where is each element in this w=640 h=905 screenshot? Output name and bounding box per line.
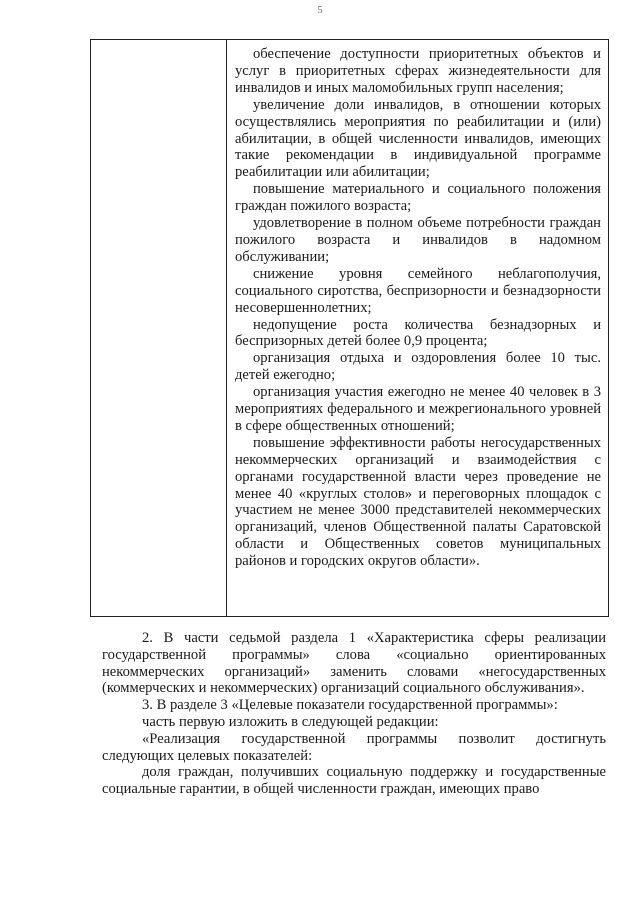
table-paragraph: организация участия ежегодно не менее 40 человек в 3 мероприятиях федерального и межрегионального уровней в сфере общественных отношений; bbox=[235, 384, 601, 434]
table-paragraph: обеспечение доступности приоритетных объектов и услуг в приоритетных сферах жизнедеятельности для инвалидов и иных маломобильных групп населения; bbox=[235, 46, 601, 96]
body-paragraph: доля граждан, получивших социальную поддержку и государственные социальные гарантии, в общей численности граждан, имеющих право bbox=[102, 764, 606, 798]
table-column-divider bbox=[226, 40, 227, 616]
table-paragraph: недопущение роста количества безнадзорных и беспризорных детей более 0,9 процента; bbox=[235, 316, 601, 350]
page-number: 5 bbox=[317, 4, 323, 16]
body-paragraph: 3. В разделе 3 «Целевые показатели государственной программы»: bbox=[142, 697, 558, 714]
table-paragraph: повышение материального и социального положения граждан пожилого возраста; bbox=[235, 181, 601, 215]
document-body bbox=[102, 630, 606, 798]
programme-table bbox=[90, 39, 609, 617]
table-paragraph: снижение уровня семейного неблагополучия, социального сиротства, беспризорности и безнадзорности несовершеннолетних; bbox=[235, 265, 601, 316]
body-paragraph: «Реализация государственной программы позволит достигнуть следующих целевых показателей: bbox=[102, 730, 606, 764]
table-paragraph: удовлетворение в полном объеме потребности граждан пожилого возраста и инвалидов в надомном обслуживании; bbox=[235, 215, 601, 265]
body-paragraph: 2. В части седьмой раздела 1 «Характеристика сферы реализации государственной программы» слова «социально ориентированных некоммерческих организаций» заменить словами «негосударственных (коммерческих и некоммерческих) организаций социального обслуживания». bbox=[102, 630, 606, 697]
body-paragraph: часть первую изложить в следующей редакции: bbox=[142, 713, 439, 730]
table-text-cell bbox=[235, 46, 601, 570]
table-paragraph: увеличение доли инвалидов, в отношении которых осуществлялись мероприятия по реабилитации и (или) абилитации, в общей численности инвалидов, имеющих такие рекомендации в индивидуальной программе реабилитации или абилитации; bbox=[235, 96, 601, 181]
table-paragraph: организация отдыха и оздоровления более 10 тыс. детей ежегодно; bbox=[235, 350, 601, 384]
table-paragraph: повышение эффективности работы негосударственных некоммерческих организаций и взаимодействия с органами государственной власти через проведение не менее 40 «круглых столов» и переговорных площадок с участием не менее 3000 представителей некоммерческих организаций, членов Общественной палаты Саратовской области и Общественных советов муниципальных районов и городских округов области». bbox=[235, 434, 601, 570]
